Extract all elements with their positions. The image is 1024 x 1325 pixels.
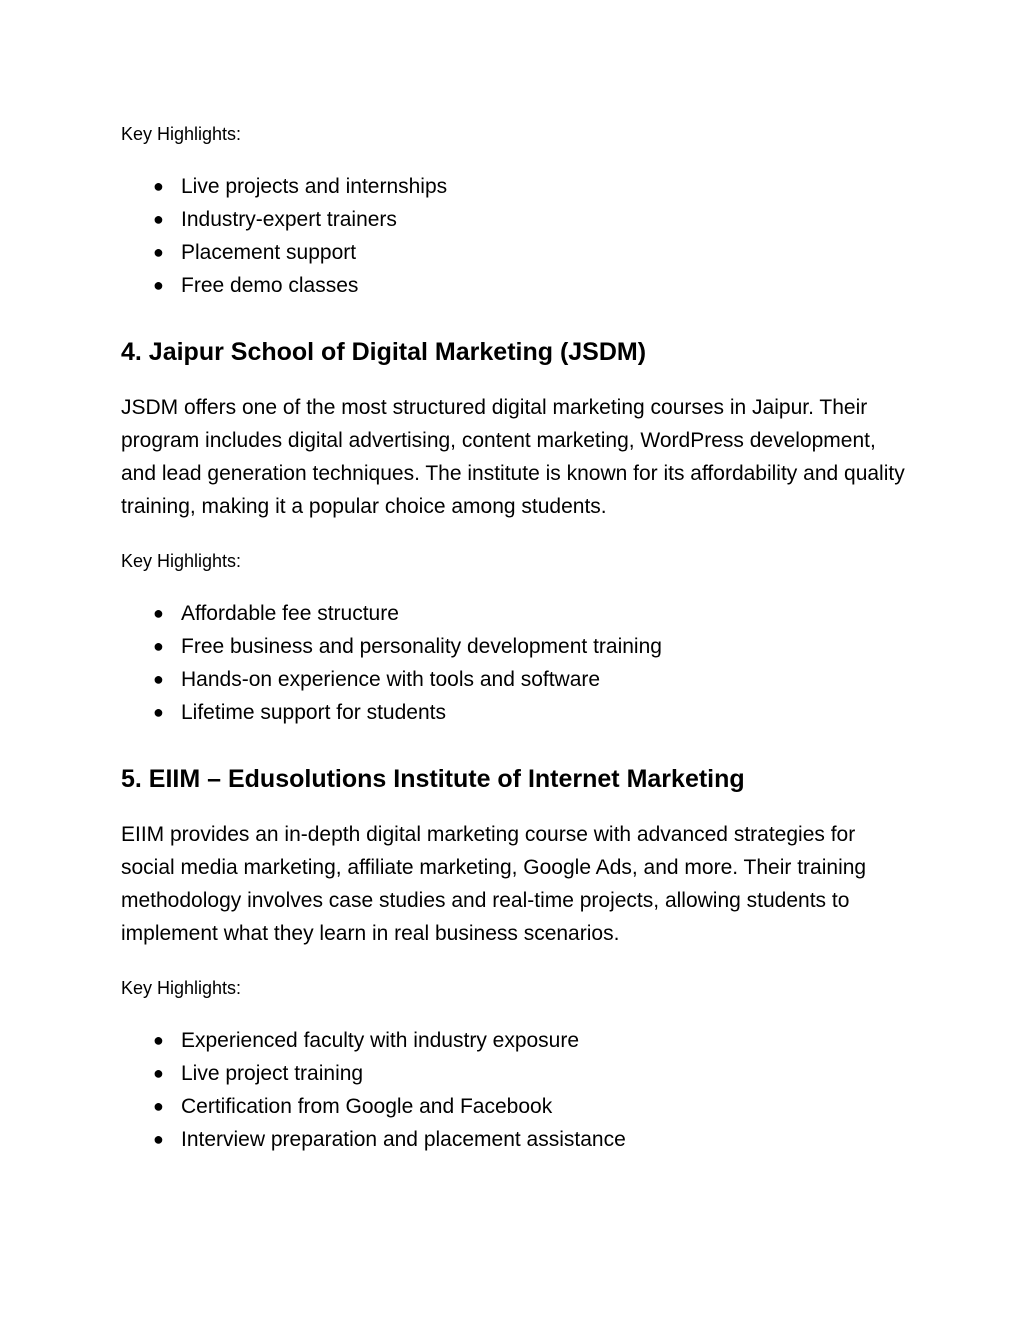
highlights-list [121,1024,626,1156]
bullet-icon: ● [153,636,164,656]
bullet-icon: ● [153,209,164,229]
list-item-text: Live project training [181,1062,364,1085]
list-item-text: Certification from Google and Facebook [181,1095,553,1118]
bullet-icon: ● [153,669,164,689]
section-heading: 4. Jaipur School of Digital Marketing (JSDM) [121,338,647,366]
list-item-text: Interview preparation and placement assistance [181,1128,626,1151]
bullet-icon: ● [153,702,164,722]
bullet-icon: ● [153,1129,164,1149]
list-item-text: Free business and personality development training [181,635,662,658]
section-paragraph: EIIM provides an in-depth digital marketing course with advanced strategies for social media marketing, affiliate marketing, Google Ads, and more. Their training methodology involves case studies and real-time projects, allowing students to implement what they learn in real business scenarios. [121,823,867,945]
list-item-text: Hands-on experience with tools and software [181,668,601,691]
bullet-icon: ● [153,603,164,623]
key-highlights-label: Key Highlights: [121,978,242,998]
list-item [121,696,662,729]
list-item-text: Free demo classes [181,274,359,297]
list-item-text: Lifetime support for students [181,701,446,724]
list-item [121,236,447,269]
list-item [121,1024,626,1057]
list-item [121,269,447,302]
key-highlights-label: Key Highlights: [121,124,242,144]
list-item [121,1057,626,1090]
list-item [121,663,662,696]
bullet-icon: ● [153,1063,164,1083]
list-item-text: Affordable fee structure [181,602,399,625]
bullet-icon: ● [153,275,164,295]
section-paragraph: JSDM offers one of the most structured digital marketing courses in Jaipur. Their program includes digital advertising, content marketing, WordPress development, and lead generation techniques. The institute is known for its affordability and quality training, making it a popular choice among students. [121,396,905,518]
list-item [121,170,447,203]
highlights-list [121,170,447,302]
list-item [121,1123,626,1156]
list-item-text: Industry-expert trainers [181,208,397,231]
key-highlights-label: Key Highlights: [121,551,242,571]
list-item [121,597,662,630]
list-item-text: Live projects and internships [181,175,448,198]
bullet-icon: ● [153,176,164,196]
list-item-text: Experienced faculty with industry exposure [181,1029,580,1052]
bullet-icon: ● [153,1030,164,1050]
list-item-text: Placement support [181,241,357,264]
list-item [121,203,447,236]
list-item [121,1090,626,1123]
bullet-icon: ● [153,1096,164,1116]
list-item [121,630,662,663]
highlights-list [121,597,662,729]
section-heading: 5. EIIM – Edusolutions Institute of Internet Marketing [121,765,745,793]
bullet-icon: ● [153,242,164,262]
